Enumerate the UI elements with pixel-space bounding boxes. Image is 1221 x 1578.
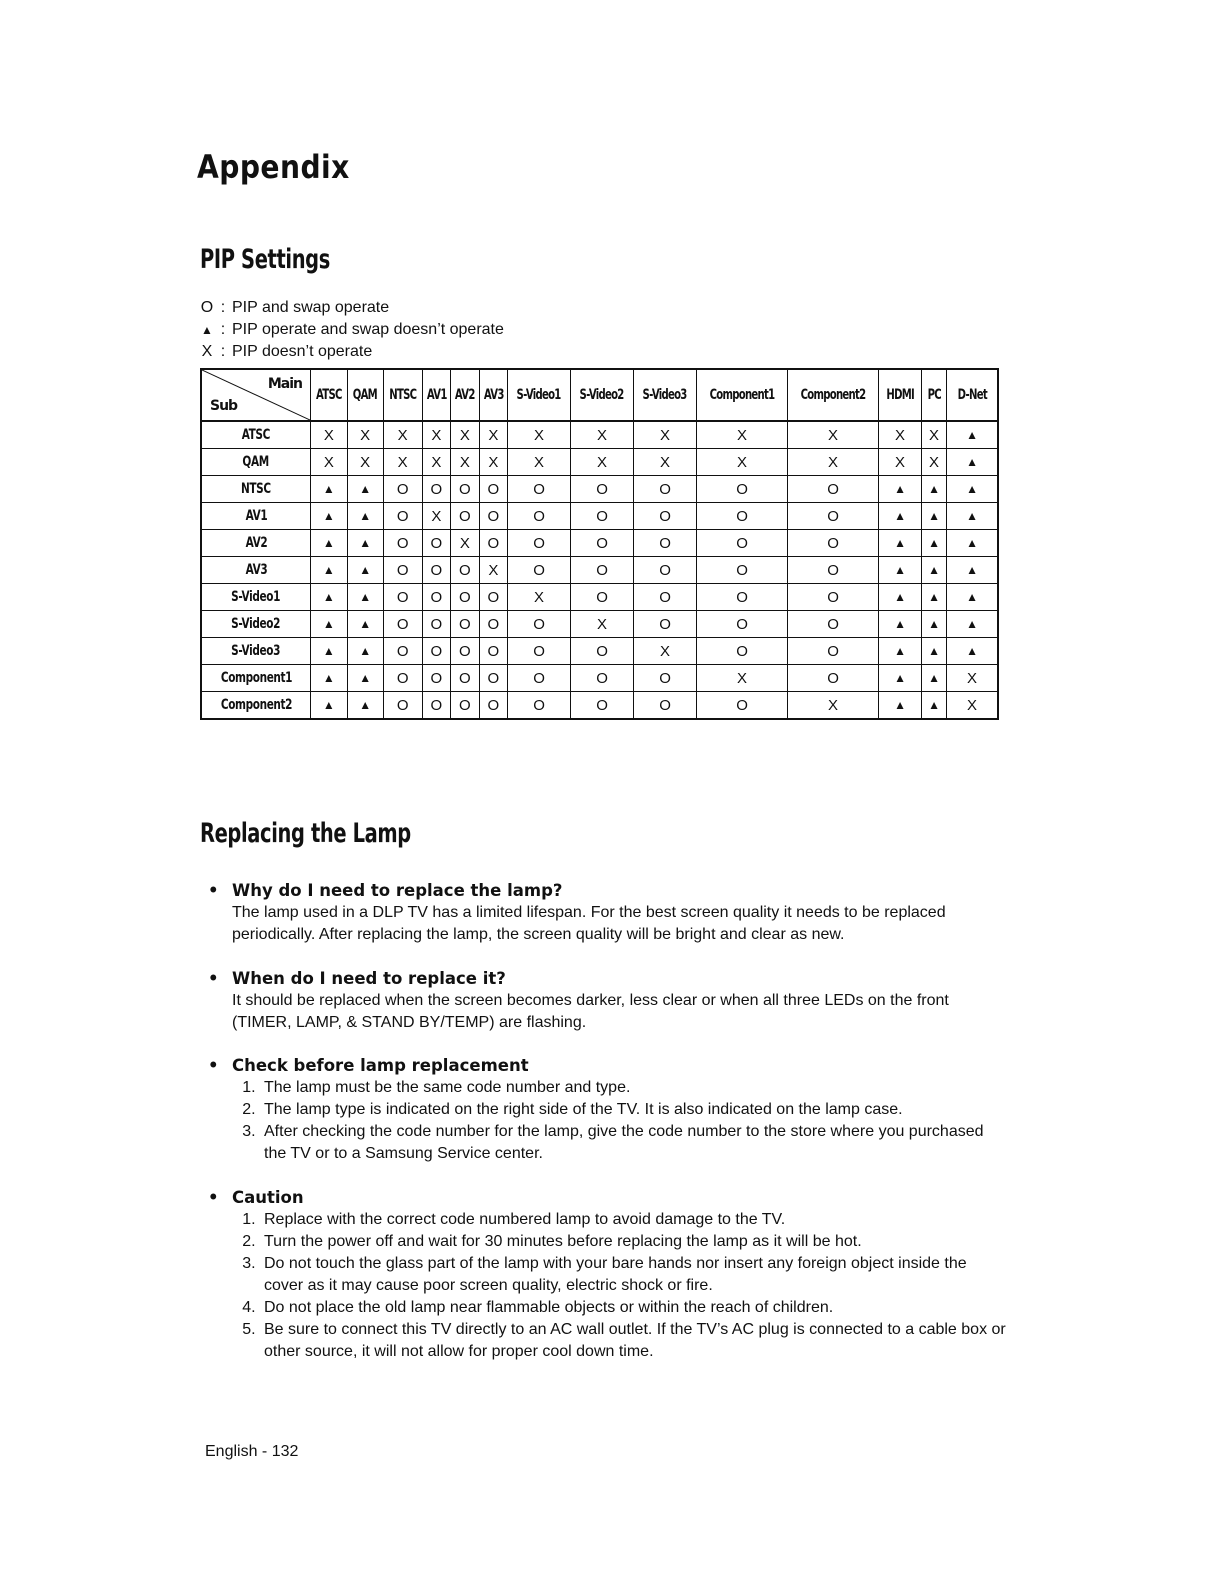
table-cell: O xyxy=(479,530,507,557)
table-cell: O xyxy=(571,530,634,557)
column-header-label: D-Net xyxy=(957,387,987,403)
replacing-lamp-heading: Replacing the Lamp xyxy=(200,818,411,849)
table-cell: ▲ xyxy=(879,692,922,720)
column-header-label: S-Video1 xyxy=(517,387,562,403)
column-header xyxy=(697,369,788,421)
table-cell: ▲ xyxy=(347,557,383,584)
row-header xyxy=(201,476,311,503)
table-cell: O xyxy=(788,503,879,530)
table-cell: O xyxy=(451,584,479,611)
table-cell: O xyxy=(788,476,879,503)
column-header xyxy=(922,369,947,421)
table-cell: O xyxy=(634,584,697,611)
table-cell: X xyxy=(879,449,922,476)
table-cell: ▲ xyxy=(879,638,922,665)
table-cell: O xyxy=(697,692,788,720)
table-cell: O xyxy=(571,692,634,720)
legend-row xyxy=(200,297,504,319)
page-footer: English - 132 xyxy=(205,1443,299,1460)
table-cell: O xyxy=(697,584,788,611)
table-cell: ▲ xyxy=(879,665,922,692)
table-cell: X xyxy=(571,449,634,476)
table-cell: O xyxy=(479,476,507,503)
table-cell: O xyxy=(479,584,507,611)
question-text: Check before lamp replacement xyxy=(232,1056,529,1075)
table-cell: O xyxy=(697,611,788,638)
table-cell: O xyxy=(571,638,634,665)
table-cell: O xyxy=(634,503,697,530)
table-cell: O xyxy=(422,476,450,503)
column-header xyxy=(879,369,922,421)
table-cell: X xyxy=(311,449,348,476)
table-cell: ▲ xyxy=(311,665,348,692)
table-cell: O xyxy=(451,611,479,638)
table-row xyxy=(201,503,998,530)
table-cell: O xyxy=(383,611,422,638)
legend-colon: : xyxy=(220,343,226,360)
question-text: Caution xyxy=(232,1188,304,1207)
table-cell: X xyxy=(697,665,788,692)
table-cell: ▲ xyxy=(947,557,999,584)
table-row xyxy=(201,665,998,692)
table-cell: X xyxy=(451,530,479,557)
bullet-icon: • xyxy=(208,1056,219,1075)
table-cell: O xyxy=(634,692,697,720)
question-text: When do I need to replace it? xyxy=(232,969,506,988)
table-cell: ▲ xyxy=(311,476,348,503)
table-cell: X xyxy=(634,638,697,665)
legend-row xyxy=(200,341,504,363)
table-cell: ▲ xyxy=(947,611,999,638)
table-row xyxy=(201,530,998,557)
table-cell: ▲ xyxy=(922,530,947,557)
table-cell: X xyxy=(422,421,450,449)
faq-question xyxy=(208,880,1008,902)
faq-question xyxy=(208,1055,1008,1077)
table-cell: X xyxy=(508,449,571,476)
table-cell: ▲ xyxy=(879,584,922,611)
table-cell: ▲ xyxy=(347,692,383,720)
table-cell: O xyxy=(788,665,879,692)
table-cell: O xyxy=(788,530,879,557)
pip-settings-heading: PIP Settings xyxy=(200,244,330,275)
row-header xyxy=(201,449,311,476)
table-cell: X xyxy=(479,557,507,584)
table-cell: X xyxy=(788,692,879,720)
table-cell: O xyxy=(422,557,450,584)
row-header-label: ATSC xyxy=(241,427,271,443)
column-header-label: ATSC xyxy=(315,387,342,403)
faq-item-caution xyxy=(208,1187,1008,1363)
column-header xyxy=(311,369,348,421)
table-cell: ▲ xyxy=(947,476,999,503)
legend-colon: : xyxy=(220,299,226,316)
table-cell: O xyxy=(508,503,571,530)
table-cell: O xyxy=(451,476,479,503)
table-cell: X xyxy=(922,449,947,476)
table-row xyxy=(201,476,998,503)
table-cell: ▲ xyxy=(922,584,947,611)
column-header xyxy=(383,369,422,421)
table-cell: ▲ xyxy=(347,638,383,665)
column-header xyxy=(451,369,479,421)
table-cell: ▲ xyxy=(922,611,947,638)
table-cell: X xyxy=(697,421,788,449)
column-header-label: Component1 xyxy=(709,387,775,403)
column-header-label: S-Video2 xyxy=(580,387,625,403)
table-cell: ▲ xyxy=(947,503,999,530)
bullet-icon: • xyxy=(208,969,219,988)
table-cell: O xyxy=(383,692,422,720)
table-cell: X xyxy=(922,421,947,449)
table-cell: X xyxy=(479,449,507,476)
table-cell: O xyxy=(383,584,422,611)
faq-answer: It should be replaced when the screen becomes darker, less clear or when all three LEDs on the front (TIMER, LAMP, & STAND BY/TEMP) are flashing. xyxy=(232,992,949,1031)
table-cell: O xyxy=(383,476,422,503)
table-cell: O xyxy=(634,611,697,638)
table-row xyxy=(201,638,998,665)
table-cell: ▲ xyxy=(879,611,922,638)
row-header-label: S-Video3 xyxy=(231,643,281,659)
table-cell: O xyxy=(422,584,450,611)
table-cell: ▲ xyxy=(347,530,383,557)
row-header-label: S-Video1 xyxy=(231,589,281,605)
table-cell: ▲ xyxy=(947,449,999,476)
row-header xyxy=(201,692,311,720)
list-item: 2. The lamp type is indicated on the right side of the TV. It is also indicated on the lamp case. xyxy=(260,1099,1008,1121)
column-header-label: AV3 xyxy=(483,387,504,403)
table-header-row xyxy=(201,369,998,421)
column-header xyxy=(947,369,999,421)
table-cell: ▲ xyxy=(347,584,383,611)
table-cell: O xyxy=(697,638,788,665)
table-cell: X xyxy=(311,421,348,449)
faq-question xyxy=(208,968,1008,990)
table-cell: X xyxy=(571,611,634,638)
table-cell: ▲ xyxy=(311,557,348,584)
table-cell: ▲ xyxy=(347,611,383,638)
table-cell: X xyxy=(451,421,479,449)
check-steps-list xyxy=(208,1077,1008,1165)
bullet-icon: • xyxy=(208,881,219,900)
table-cell: X xyxy=(947,665,999,692)
table-cell: ▲ xyxy=(922,665,947,692)
table-cell: O xyxy=(508,665,571,692)
column-header xyxy=(634,369,697,421)
table-cell: ▲ xyxy=(922,638,947,665)
legend-text: PIP operate and swap doesn’t operate xyxy=(232,321,504,338)
table-cell: O xyxy=(383,557,422,584)
table-cell: O xyxy=(422,692,450,720)
table-cell: ▲ xyxy=(311,638,348,665)
table-cell: X xyxy=(571,421,634,449)
row-header xyxy=(201,557,311,584)
table-cell: O xyxy=(383,530,422,557)
column-header xyxy=(479,369,507,421)
table-cell: O xyxy=(451,638,479,665)
table-cell: ▲ xyxy=(879,530,922,557)
table-cell: X xyxy=(879,421,922,449)
row-header xyxy=(201,665,311,692)
table-cell: X xyxy=(383,421,422,449)
table-cell: O xyxy=(479,638,507,665)
table-cell: X xyxy=(697,449,788,476)
table-cell: ▲ xyxy=(922,692,947,720)
row-header xyxy=(201,503,311,530)
table-cell: O xyxy=(508,692,571,720)
column-header-label: S-Video3 xyxy=(643,387,688,403)
table-body xyxy=(201,421,998,719)
faq-item-when xyxy=(208,968,1008,1034)
table-cell: X xyxy=(422,503,450,530)
table-cell: O xyxy=(422,638,450,665)
table-cell: O xyxy=(451,503,479,530)
list-item: 3. Do not touch the glass part of the lamp with your bare hands nor insert any foreign object inside the cover as it may cause poor screen quality, electric shock or fire. xyxy=(260,1253,1008,1297)
column-header-label: QAM xyxy=(353,387,378,403)
legend-symbol: X xyxy=(201,343,213,360)
table-row xyxy=(201,611,998,638)
table-cell: X xyxy=(788,421,879,449)
table-row xyxy=(201,421,998,449)
column-header xyxy=(347,369,383,421)
table-cell: ▲ xyxy=(947,530,999,557)
table-cell: ▲ xyxy=(879,476,922,503)
table-cell: O xyxy=(451,692,479,720)
pip-legend xyxy=(200,297,504,363)
table-cell: O xyxy=(383,638,422,665)
table-cell: ▲ xyxy=(947,584,999,611)
list-item: 4. Do not place the old lamp near flammable objects or within the reach of children. xyxy=(260,1297,1008,1319)
sub-label: Sub xyxy=(210,398,238,414)
main-label: Main xyxy=(267,376,302,392)
list-item: 1. Replace with the correct code numbered lamp to avoid damage to the TV. xyxy=(260,1209,1008,1231)
table-cell: X xyxy=(508,421,571,449)
list-item: 3. After checking the code number for the lamp, give the code number to the store where you purchased the TV or to a Samsung Service center. xyxy=(260,1121,1008,1165)
row-header-label: Component2 xyxy=(220,697,292,713)
table-cell: O xyxy=(422,611,450,638)
table-cell: O xyxy=(697,476,788,503)
table-cell: O xyxy=(788,611,879,638)
table-cell: ▲ xyxy=(347,476,383,503)
table-cell: O xyxy=(634,665,697,692)
table-cell: O xyxy=(508,530,571,557)
table-cell: X xyxy=(451,449,479,476)
faq-answer: The lamp used in a DLP TV has a limited lifespan. For the best screen quality it needs to be replaced periodically. After replacing the lamp, the screen quality will be bright and clear as new. xyxy=(232,904,946,943)
legend-row xyxy=(200,319,504,341)
table-cell: ▲ xyxy=(947,638,999,665)
table-row xyxy=(201,557,998,584)
list-item: 1. The lamp must be the same code number and type. xyxy=(260,1077,1008,1099)
table-cell: O xyxy=(451,665,479,692)
row-header xyxy=(201,530,311,557)
table-cell: O xyxy=(788,584,879,611)
column-header-label: Component2 xyxy=(800,387,866,403)
table-cell: ▲ xyxy=(311,584,348,611)
table-cell: O xyxy=(634,476,697,503)
table-cell: O xyxy=(508,611,571,638)
table-cell: ▲ xyxy=(347,665,383,692)
column-header xyxy=(788,369,879,421)
table-cell: ▲ xyxy=(347,503,383,530)
table-cell: O xyxy=(571,503,634,530)
table-cell: X xyxy=(788,449,879,476)
table-row xyxy=(201,584,998,611)
legend-symbol: ▲ xyxy=(201,323,213,337)
table-cell: O xyxy=(697,503,788,530)
table-cell: X xyxy=(508,584,571,611)
column-header-label: AV1 xyxy=(426,387,447,403)
table-cell: O xyxy=(508,638,571,665)
column-header xyxy=(508,369,571,421)
caution-steps-list xyxy=(208,1209,1008,1363)
row-header-label: S-Video2 xyxy=(231,616,281,632)
list-item: 2. Turn the power off and wait for 30 minutes before replacing the lamp as it will be hot. xyxy=(260,1231,1008,1253)
table-cell: O xyxy=(571,557,634,584)
table-cell: O xyxy=(788,557,879,584)
table-cell: ▲ xyxy=(311,530,348,557)
list-item: 5. Be sure to connect this TV directly to an AC wall outlet. If the TV’s AC plug is connected to a cable box or other source, it will not allow for proper cool down time. xyxy=(260,1319,1008,1363)
column-header-label: AV2 xyxy=(454,387,475,403)
row-header-label: Component1 xyxy=(220,670,292,686)
table-cell: O xyxy=(508,557,571,584)
column-header xyxy=(422,369,450,421)
row-header xyxy=(201,584,311,611)
row-header-label: QAM xyxy=(242,454,270,470)
table-row xyxy=(201,449,998,476)
row-header xyxy=(201,611,311,638)
table-cell: O xyxy=(383,665,422,692)
table-cell: X xyxy=(479,421,507,449)
row-header-label: NTSC xyxy=(241,481,271,497)
table-row xyxy=(201,692,998,720)
table-cell: X xyxy=(383,449,422,476)
legend-text: PIP and swap operate xyxy=(232,299,390,316)
question-text: Why do I need to replace the lamp? xyxy=(232,881,563,900)
legend-colon: : xyxy=(220,321,226,338)
faq-question xyxy=(208,1187,1008,1209)
column-header-label: NTSC xyxy=(389,387,417,403)
row-header-label: AV1 xyxy=(245,508,267,524)
table-cell: ▲ xyxy=(311,611,348,638)
table-cell: O xyxy=(634,557,697,584)
table-cell: X xyxy=(422,449,450,476)
table-cell: ▲ xyxy=(922,476,947,503)
table-cell: O xyxy=(508,476,571,503)
table-cell: ▲ xyxy=(947,421,999,449)
faq-item-why xyxy=(208,880,1008,946)
row-header xyxy=(201,421,311,449)
table-cell: O xyxy=(697,557,788,584)
table-cell: X xyxy=(347,449,383,476)
table-cell: O xyxy=(479,611,507,638)
table-cell: ▲ xyxy=(879,557,922,584)
table-cell: O xyxy=(479,665,507,692)
table-cell: O xyxy=(571,665,634,692)
legend-text: PIP doesn’t operate xyxy=(232,343,373,360)
bullet-icon: • xyxy=(208,1188,219,1207)
row-header-label: AV3 xyxy=(245,562,267,578)
page-title: Appendix xyxy=(197,148,350,186)
table-cell: O xyxy=(479,692,507,720)
table-cell: O xyxy=(571,476,634,503)
table-cell: O xyxy=(788,638,879,665)
table-cell: X xyxy=(634,421,697,449)
table-cell: ▲ xyxy=(311,503,348,530)
column-header-label: HDMI xyxy=(886,387,914,403)
table-cell: O xyxy=(451,557,479,584)
row-header-label: AV2 xyxy=(245,535,267,551)
table-cell: X xyxy=(947,692,999,720)
table-cell: O xyxy=(422,530,450,557)
table-cell: ▲ xyxy=(311,692,348,720)
column-header-label: PC xyxy=(927,387,941,403)
column-header xyxy=(571,369,634,421)
legend-symbol: O xyxy=(200,299,214,316)
table-cell: O xyxy=(422,665,450,692)
table-cell: O xyxy=(571,584,634,611)
table-cell: X xyxy=(634,449,697,476)
table-corner-cell xyxy=(201,369,311,421)
table-cell: ▲ xyxy=(879,503,922,530)
table-cell: O xyxy=(697,530,788,557)
table-cell: X xyxy=(347,421,383,449)
table-cell: O xyxy=(479,503,507,530)
row-header xyxy=(201,638,311,665)
table-cell: O xyxy=(634,530,697,557)
faq-item-check xyxy=(208,1055,1008,1165)
table-cell: ▲ xyxy=(922,503,947,530)
table-cell: ▲ xyxy=(922,557,947,584)
pip-settings-table xyxy=(200,368,999,720)
table-cell: O xyxy=(383,503,422,530)
